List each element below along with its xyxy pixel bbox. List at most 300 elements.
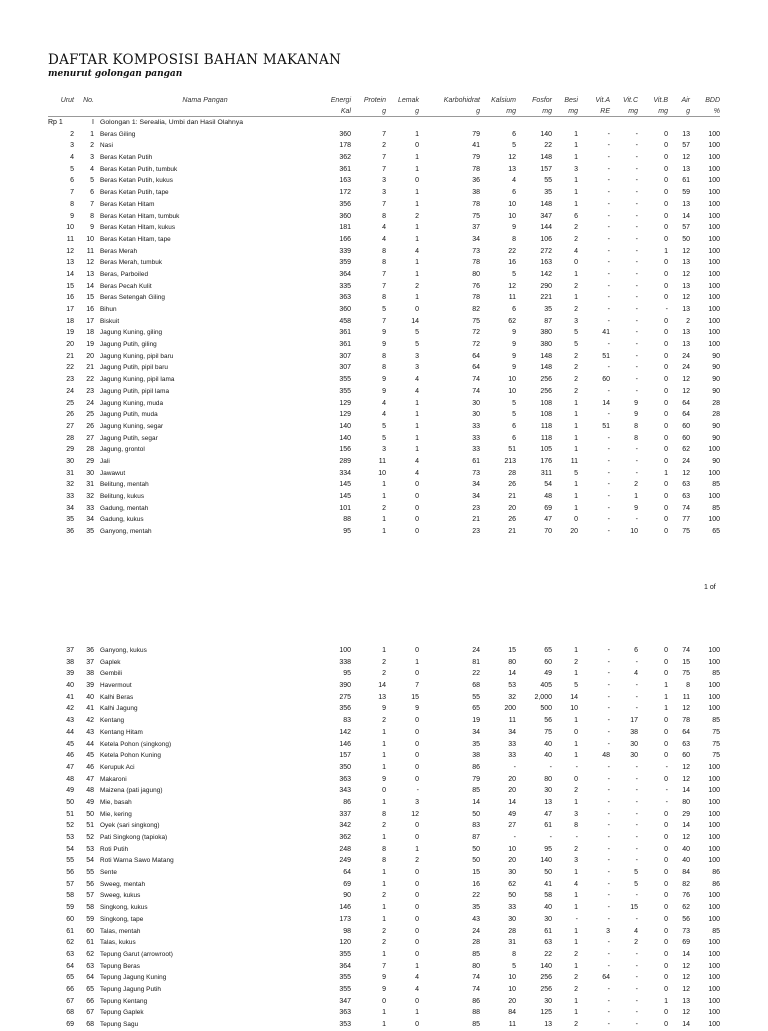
cell-lemak: 1 — [415, 294, 419, 302]
cell-bdd: 90 — [712, 434, 720, 442]
cell-besi: - — [575, 915, 578, 923]
cell-urut: 34 — [66, 504, 74, 512]
cell-vit-b: 0 — [664, 317, 668, 325]
cell-besi: 5 — [574, 329, 578, 337]
cell-fosfor: 106 — [540, 235, 552, 243]
cell-bdd: 100 — [708, 329, 720, 337]
table-row — [48, 926, 720, 938]
cell-vit-a: 64 — [602, 974, 610, 982]
cell-fosfor: - — [549, 834, 552, 841]
cell-nama-pangan: Nasi — [100, 142, 113, 150]
cell-vit-c: - — [635, 834, 638, 841]
cell-vit-c: - — [635, 457, 638, 465]
cell-vit-b: 0 — [664, 352, 668, 360]
cell-fosfor: 22 — [544, 142, 552, 150]
cell-vit-b: 0 — [664, 974, 668, 982]
header-lemak-unit: g — [415, 108, 419, 115]
cell-fosfor: 148 — [540, 352, 552, 360]
cell-air: 12 — [682, 974, 690, 982]
cell-energi: 360 — [339, 130, 351, 138]
cell-karbohidrat: 79 — [472, 775, 480, 783]
cell-protein: 9 — [382, 329, 386, 337]
table-row — [48, 362, 720, 374]
cell-nama-pangan: Beras Ketan Hitam, tumbuk — [100, 212, 180, 220]
cell-besi: 2 — [574, 224, 578, 232]
cell-vit-c: 15 — [630, 904, 638, 912]
cell-urut: 36 — [66, 528, 74, 536]
cell-lemak: 1 — [415, 165, 419, 173]
cell-nama-pangan: Jagung Putih, pipil baru — [100, 364, 168, 372]
cell-besi: 1 — [574, 1009, 578, 1017]
cell-nama-pangan: Talas, kukus — [100, 939, 136, 947]
cell-karbohidrat: 85 — [472, 787, 480, 795]
cell-protein: 9 — [382, 705, 386, 713]
cell-kalsium: 32 — [508, 693, 516, 701]
cell-protein: 4 — [382, 224, 386, 232]
table-row — [48, 456, 720, 468]
cell-lemak: 0 — [415, 528, 419, 536]
cell-karbohidrat: 34 — [472, 728, 480, 736]
cell-air: 82 — [682, 880, 690, 888]
cell-air: 64 — [682, 399, 690, 407]
cell-vit-a: - — [607, 154, 610, 162]
cell-bdd: 100 — [708, 787, 720, 795]
cell-vit-b: 0 — [664, 950, 668, 958]
cell-bdd: 100 — [708, 985, 720, 993]
cell-karbohidrat: 22 — [472, 892, 480, 900]
cell-vit-a: - — [607, 997, 610, 1005]
cell-fosfor: 108 — [540, 399, 552, 407]
cell-karbohidrat: 82 — [472, 306, 480, 313]
group-code: Rp 1 — [48, 119, 63, 126]
cell-besi: 3 — [574, 165, 578, 173]
cell-no: 32 — [86, 493, 94, 500]
cell-besi: 1 — [574, 130, 578, 138]
cell-vit-b: 0 — [664, 130, 668, 138]
cell-vit-c: - — [635, 775, 638, 783]
cell-energi: 458 — [339, 317, 351, 325]
cell-energi: 361 — [339, 165, 351, 173]
cell-bdd: 100 — [708, 939, 720, 947]
cell-vit-a: 51 — [602, 352, 610, 360]
cell-bdd: 90 — [712, 364, 720, 372]
table-header-row — [48, 95, 720, 106]
cell-fosfor: 70 — [544, 528, 552, 536]
table-row — [48, 844, 720, 856]
cell-nama-pangan: Jagung Kuning, giling — [100, 329, 163, 337]
cell-kalsium: 50 — [508, 892, 516, 900]
cell-nama-pangan: Tepung Jagung Kuning — [100, 974, 167, 982]
cell-energi: 355 — [339, 974, 351, 982]
cell-fosfor: 75 — [544, 728, 552, 736]
cell-lemak: 0 — [415, 306, 419, 313]
cell-vit-c: 8 — [634, 434, 638, 442]
cell-vit-b: 0 — [664, 528, 668, 536]
cell-vit-a: - — [607, 962, 610, 970]
cell-no: 38 — [86, 670, 94, 678]
cell-bdd: 85 — [712, 717, 720, 725]
cell-no: 23 — [86, 387, 94, 395]
cell-karbohidrat: 87 — [472, 834, 480, 841]
cell-urut: 6 — [70, 177, 74, 185]
cell-urut: 13 — [66, 259, 74, 267]
cell-karbohidrat: 68 — [472, 682, 480, 690]
cell-vit-a: - — [607, 857, 610, 865]
cell-karbohidrat: 16 — [472, 880, 480, 888]
cell-vit-c: 5 — [634, 869, 638, 877]
cell-vit-c: - — [635, 682, 638, 690]
cell-lemak: 1 — [415, 658, 419, 666]
cell-protein: 2 — [382, 717, 386, 725]
cell-lemak: 1 — [415, 130, 419, 138]
cell-kalsium: 10 — [508, 845, 516, 853]
cell-lemak: 0 — [415, 647, 419, 654]
cell-karbohidrat: 79 — [472, 154, 480, 162]
cell-vit-c: 8 — [634, 422, 638, 430]
cell-karbohidrat: 33 — [472, 434, 480, 442]
cell-vit-a: - — [607, 306, 610, 313]
cell-bdd: 100 — [708, 189, 720, 197]
cell-nama-pangan: Tepung Kentang — [100, 997, 148, 1005]
cell-fosfor: 221 — [540, 294, 552, 302]
header-bdd: BDD — [705, 97, 720, 104]
cell-fosfor: 140 — [540, 962, 552, 970]
cell-lemak: 0 — [415, 927, 419, 935]
cell-urut: 33 — [66, 493, 74, 500]
cell-vit-a: - — [607, 985, 610, 993]
cell-besi: 5 — [574, 341, 578, 349]
cell-energi: 363 — [339, 294, 351, 302]
cell-vit-a: - — [607, 528, 610, 536]
cell-kalsium: 21 — [508, 528, 516, 536]
table-row — [48, 657, 720, 669]
cell-air: 69 — [682, 939, 690, 947]
cell-energi: 363 — [339, 1009, 351, 1017]
cell-lemak: 3 — [415, 352, 419, 360]
cell-lemak: 5 — [415, 329, 419, 337]
cell-protein: 10 — [378, 469, 386, 477]
cell-vit-a: - — [607, 1009, 610, 1017]
cell-nama-pangan: Jagung Kuning, segar — [100, 422, 164, 430]
cell-fosfor: 40 — [544, 904, 552, 912]
header-air: Air — [681, 97, 690, 104]
header-kalsium-unit: mg — [506, 108, 516, 115]
cell-air: 64 — [682, 728, 690, 736]
cell-vit-a: - — [607, 869, 610, 877]
cell-vit-a: - — [607, 504, 610, 512]
cell-nama-pangan: Beras Pecah Kulit — [100, 282, 152, 290]
table-row — [48, 199, 720, 211]
cell-protein: 14 — [378, 682, 386, 690]
cell-lemak: 3 — [415, 798, 419, 806]
cell-bdd: 90 — [712, 376, 720, 384]
cell-no: 27 — [86, 434, 94, 442]
cell-fosfor: 60 — [544, 658, 552, 666]
table-row — [48, 187, 720, 199]
cell-lemak: 4 — [415, 376, 419, 384]
cell-no: 47 — [86, 775, 94, 783]
cell-protein: 1 — [382, 915, 386, 923]
cell-energi: 355 — [339, 387, 351, 395]
cell-protein: 2 — [382, 822, 386, 830]
cell-besi: 1 — [574, 446, 578, 454]
cell-lemak: 0 — [415, 915, 419, 923]
cell-fosfor: 140 — [540, 130, 552, 138]
cell-air: 78 — [682, 717, 690, 725]
cell-kalsium: 11 — [508, 717, 516, 725]
cell-air: 12 — [682, 154, 690, 162]
cell-vit-a: - — [607, 387, 610, 395]
table-body — [48, 645, 720, 1031]
cell-vit-c: - — [635, 200, 638, 208]
cell-no: 30 — [86, 469, 94, 477]
cell-no: 49 — [86, 798, 94, 806]
header-vit-b-unit: mg — [658, 108, 668, 115]
cell-kalsium: 62 — [508, 880, 516, 888]
cell-kalsium: 6 — [512, 306, 516, 313]
cell-protein: 3 — [382, 446, 386, 454]
cell-karbohidrat: 86 — [472, 997, 480, 1005]
cell-kalsium: 33 — [508, 752, 516, 760]
cell-besi: 0 — [574, 516, 578, 524]
cell-fosfor: 405 — [540, 682, 552, 690]
cell-protein: 9 — [382, 376, 386, 384]
cell-besi: 1 — [574, 189, 578, 197]
cell-nama-pangan: Singkong, tape — [100, 915, 144, 923]
cell-urut: 49 — [66, 787, 74, 795]
cell-fosfor: 35 — [544, 189, 552, 197]
cell-protein: 8 — [382, 857, 386, 865]
cell-protein: 7 — [382, 154, 386, 162]
cell-air: 13 — [682, 329, 690, 337]
cell-vit-a: - — [607, 834, 610, 841]
cell-vit-a: - — [607, 142, 610, 150]
cell-nama-pangan: Kentang Hitam — [100, 728, 143, 736]
cell-lemak: 0 — [415, 481, 419, 489]
cell-kalsium: 6 — [512, 130, 516, 138]
cell-lemak: 0 — [415, 834, 419, 841]
cell-vit-a: - — [607, 939, 610, 947]
cell-karbohidrat: 14 — [472, 798, 480, 806]
cell-urut: 5 — [70, 165, 74, 173]
cell-urut: 19 — [66, 329, 74, 337]
cell-urut: 23 — [66, 376, 74, 384]
cell-vit-c: - — [635, 810, 638, 818]
cell-lemak: 0 — [415, 763, 419, 771]
cell-no: 1 — [90, 130, 94, 138]
cell-fosfor: 500 — [540, 705, 552, 713]
cell-karbohidrat: 33 — [472, 422, 480, 430]
cell-air: 60 — [682, 434, 690, 442]
cell-bdd: 100 — [708, 306, 720, 313]
cell-energi: 275 — [339, 693, 351, 701]
cell-nama-pangan: Beras Ketan Putih — [100, 154, 153, 162]
cell-nama-pangan: Ketela Pohon Kuning — [100, 752, 161, 760]
cell-vit-c: 17 — [630, 717, 638, 725]
cell-bdd: 100 — [708, 516, 720, 524]
cell-fosfor: 347 — [540, 212, 552, 220]
cell-energi: 364 — [339, 270, 351, 278]
cell-besi: 1 — [574, 962, 578, 970]
cell-vit-b: 0 — [664, 939, 668, 947]
cell-no: 28 — [86, 446, 94, 454]
cell-lemak: 7 — [415, 682, 419, 690]
cell-no: 34 — [86, 516, 94, 524]
cell-kalsium: 26 — [508, 516, 516, 524]
cell-energi: 129 — [339, 411, 351, 419]
cell-besi: 1 — [574, 740, 578, 748]
cell-urut: 56 — [66, 869, 74, 877]
cell-besi: 2 — [574, 364, 578, 372]
cell-urut: 39 — [66, 670, 74, 678]
cell-kalsium: 33 — [508, 740, 516, 748]
header-vit-c: Vit.C — [622, 97, 638, 104]
cell-protein: 9 — [382, 985, 386, 993]
cell-air: 61 — [682, 177, 690, 185]
cell-kalsium: 5 — [512, 399, 516, 407]
cell-protein: 5 — [382, 434, 386, 442]
table-row — [48, 914, 720, 926]
cell-bdd: 28 — [712, 411, 720, 419]
cell-air: 59 — [682, 189, 690, 197]
cell-fosfor: 256 — [540, 387, 552, 395]
cell-besi: 1 — [574, 200, 578, 208]
cell-fosfor: 148 — [540, 154, 552, 162]
table-row — [48, 996, 720, 1008]
cell-kalsium: 5 — [512, 962, 516, 970]
cell-besi: 3 — [574, 810, 578, 818]
cell-air: 14 — [682, 212, 690, 220]
cell-karbohidrat: 74 — [472, 985, 480, 993]
cell-karbohidrat: 50 — [472, 845, 480, 853]
table-row — [48, 175, 720, 187]
cell-no: 20 — [86, 352, 94, 360]
cell-vit-c: - — [635, 341, 638, 349]
cell-energi: 178 — [339, 142, 351, 150]
cell-karbohidrat: 19 — [472, 717, 480, 725]
cell-nama-pangan: Jawawut — [100, 469, 126, 477]
cell-bdd: 85 — [712, 670, 720, 678]
cell-nama-pangan: Jagung Putih, giling — [100, 341, 157, 349]
cell-urut: 57 — [66, 880, 74, 888]
group-number: I — [92, 119, 94, 126]
cell-nama-pangan: Mie, basah — [100, 798, 132, 806]
cell-urut: 21 — [66, 352, 74, 360]
cell-protein: 9 — [382, 341, 386, 349]
cell-fosfor: 311 — [540, 469, 552, 477]
cell-protein: 8 — [382, 212, 386, 220]
cell-vit-c: 30 — [630, 740, 638, 748]
cell-vit-c: - — [635, 950, 638, 958]
cell-bdd: 100 — [708, 446, 720, 454]
cell-karbohidrat: 15 — [472, 869, 480, 877]
cell-bdd: 85 — [712, 927, 720, 935]
table-row — [48, 327, 720, 339]
cell-protein: 8 — [382, 364, 386, 372]
cell-vit-b: 0 — [664, 411, 668, 419]
cell-vit-a: - — [607, 705, 610, 713]
cell-bdd: 100 — [708, 154, 720, 162]
cell-vit-a: - — [607, 845, 610, 853]
table-row — [48, 503, 720, 515]
cell-karbohidrat: 23 — [472, 504, 480, 512]
cell-no: 26 — [86, 422, 94, 430]
cell-lemak: 1 — [415, 411, 419, 419]
cell-lemak: 0 — [415, 775, 419, 783]
cell-nama-pangan: Gadung, mentah — [100, 504, 149, 512]
cell-urut: 58 — [66, 892, 74, 900]
cell-bdd: 100 — [708, 892, 720, 900]
cell-bdd: 90 — [712, 422, 720, 430]
table-row — [48, 750, 720, 762]
cell-protein: 3 — [382, 189, 386, 197]
cell-no: 43 — [86, 728, 94, 736]
cell-besi: 0 — [574, 259, 578, 267]
cell-besi: 2 — [574, 387, 578, 395]
cell-vit-c: - — [635, 974, 638, 982]
cell-bdd: 100 — [708, 682, 720, 690]
cell-vit-c: - — [635, 857, 638, 865]
cell-vit-b: 0 — [664, 985, 668, 993]
cell-besi: 5 — [574, 682, 578, 690]
cell-air: 14 — [682, 787, 690, 795]
cell-kalsium: 20 — [508, 775, 516, 783]
cell-fosfor: 176 — [540, 457, 552, 465]
cell-karbohidrat: 24 — [472, 927, 480, 935]
cell-energi: 69 — [343, 880, 351, 888]
cell-energi: 98 — [343, 927, 351, 935]
cell-lemak: 4 — [415, 387, 419, 395]
cell-vit-b: 0 — [664, 235, 668, 243]
cell-lemak: 1 — [415, 224, 419, 232]
cell-urut: 14 — [66, 270, 74, 278]
cell-besi: 2 — [574, 306, 578, 313]
cell-bdd: 100 — [708, 810, 720, 818]
cell-vit-b: 0 — [664, 504, 668, 512]
cell-vit-a: 41 — [602, 329, 610, 337]
cell-vit-c: - — [635, 130, 638, 138]
cell-vit-a: - — [607, 130, 610, 138]
cell-air: 24 — [682, 457, 690, 465]
cell-kalsium: 4 — [512, 177, 516, 185]
cell-protein: 8 — [382, 259, 386, 267]
table-row — [48, 421, 720, 433]
cell-no: 15 — [86, 294, 94, 302]
cell-vit-c: - — [635, 763, 638, 771]
table-row — [48, 703, 720, 715]
cell-besi: 1 — [574, 939, 578, 947]
cell-vit-b: 0 — [664, 399, 668, 407]
cell-fosfor: 118 — [540, 422, 552, 430]
cell-kalsium: 31 — [508, 939, 516, 947]
cell-besi: 1 — [574, 177, 578, 185]
cell-vit-c: - — [635, 247, 638, 255]
cell-karbohidrat: 34 — [472, 481, 480, 489]
table-row — [48, 409, 720, 421]
cell-urut: 26 — [66, 411, 74, 419]
cell-fosfor: 30 — [544, 787, 552, 795]
cell-bdd: 100 — [708, 950, 720, 958]
cell-lemak: 2 — [415, 857, 419, 865]
cell-lemak: 0 — [415, 892, 419, 900]
header-energi-unit: Kal — [340, 108, 351, 115]
cell-vit-c: - — [635, 798, 638, 806]
table-row — [48, 491, 720, 503]
cell-no: 39 — [86, 682, 94, 690]
cell-fosfor: 48 — [544, 493, 552, 500]
cell-no: 65 — [86, 985, 94, 993]
cell-lemak: 1 — [415, 845, 419, 853]
